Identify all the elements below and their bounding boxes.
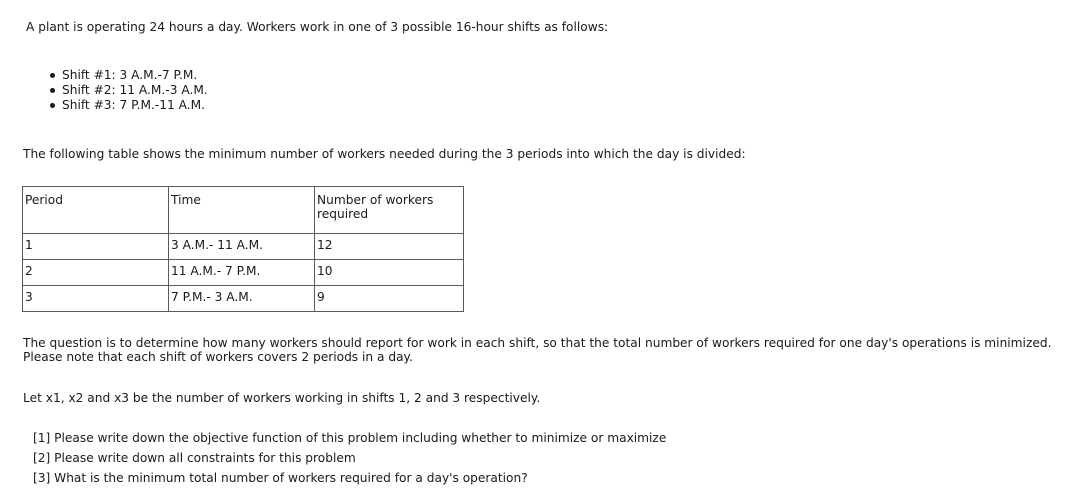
- task-list: [33, 431, 666, 491]
- variables-definition: Let x1, x2 and x3 be the number of workers working in shifts 1, 2 and 3 respectively.: [23, 391, 541, 405]
- table-row: [23, 234, 464, 260]
- shift-item-1: Shift #1: 3 A.M.-7 P.M.: [46, 68, 208, 83]
- cell-time: 11 A.M.- 7 P.M.: [169, 260, 315, 286]
- header-time: Time: [169, 187, 315, 234]
- question-line-1: The question is to determine how many workers should report for work in each shift, so that the total number of workers required for one day's operations is minimized.: [23, 336, 1052, 350]
- table-row: [23, 260, 464, 286]
- shift-item-3: Shift #3: 7 P.M.-11 A.M.: [46, 98, 208, 113]
- cell-workers: 12: [315, 234, 464, 260]
- intro-text: A plant is operating 24 hours a day. Workers work in one of 3 possible 16-hour shifts as follows:: [26, 20, 609, 34]
- cell-period: 1: [23, 234, 169, 260]
- question-line-2: Please note that each shift of workers covers 2 periods in a day.: [23, 350, 413, 364]
- header-period: Period: [23, 187, 169, 234]
- cell-time: 3 A.M.- 11 A.M.: [169, 234, 315, 260]
- cell-time: 7 P.M.- 3 A.M.: [169, 286, 315, 312]
- header-workers: Number of workers required: [315, 187, 464, 234]
- cell-period: 3: [23, 286, 169, 312]
- table-intro-text: The following table shows the minimum number of workers needed during the 3 periods into which the day is divided:: [23, 147, 746, 161]
- table-row: [23, 286, 464, 312]
- cell-workers: 9: [315, 286, 464, 312]
- table-header-row: [23, 187, 464, 234]
- shift-item-2: Shift #2: 11 A.M.-3 A.M.: [46, 83, 208, 98]
- question-text: [23, 336, 1073, 364]
- shift-list: [46, 68, 208, 113]
- task-item-2: [2] Please write down all constraints for this problem: [33, 451, 356, 465]
- task-item-3: [3] What is the minimum total number of workers required for a day's operation?: [33, 471, 528, 485]
- task-item-1: [1] Please write down the objective function of this problem including whether to minimize or maximize: [33, 431, 667, 445]
- workers-table: [22, 186, 464, 312]
- cell-period: 2: [23, 260, 169, 286]
- cell-workers: 10: [315, 260, 464, 286]
